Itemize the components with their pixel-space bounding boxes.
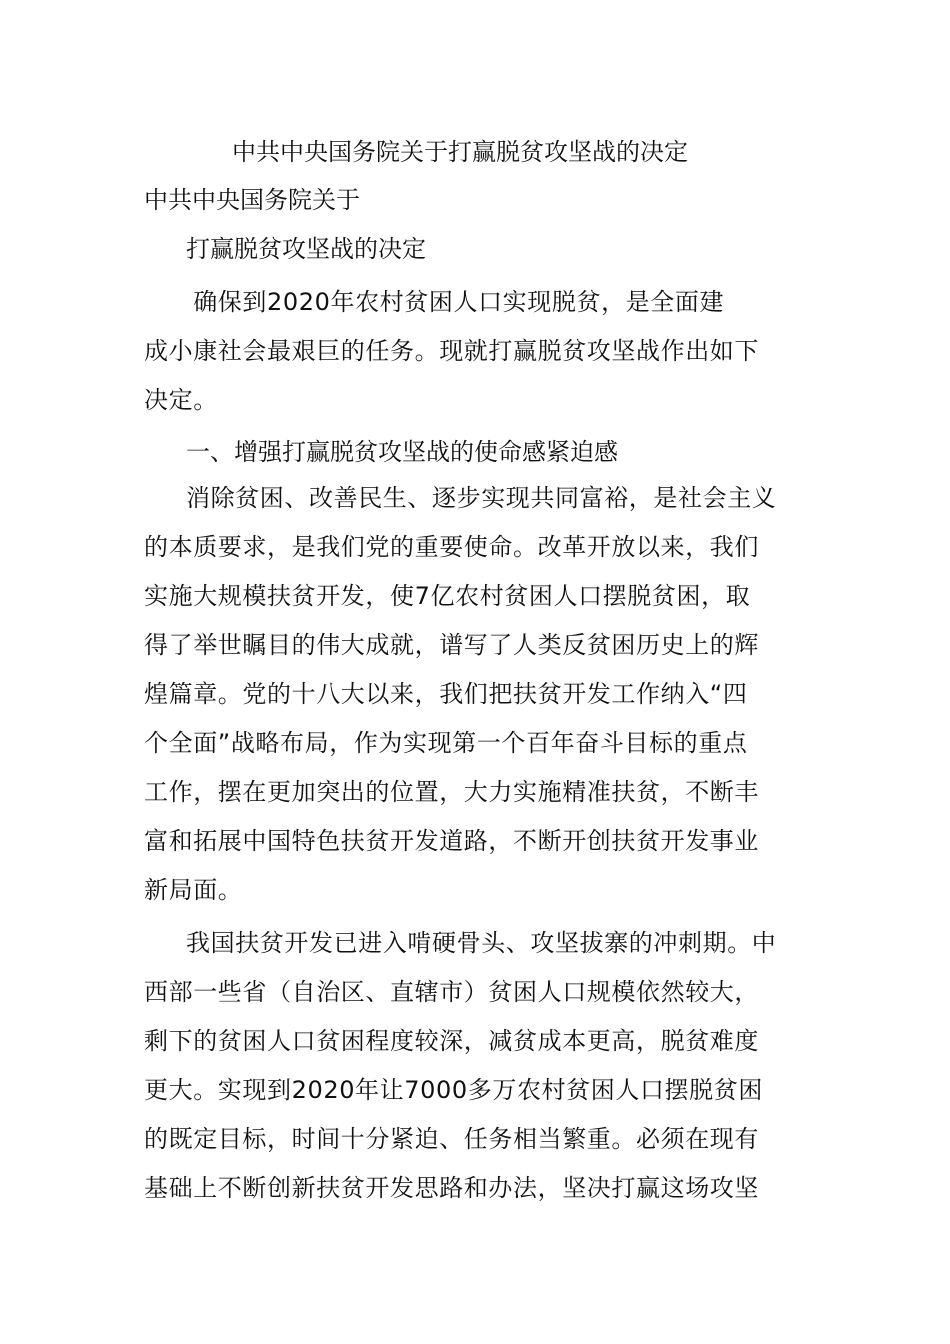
text-line: 工作，摆在更加突出的位置，大力实施精准扶贫，不断丰 (144, 778, 759, 806)
text-line: 的本质要求，是我们党的重要使命。改革开放以来，我们 (144, 533, 759, 561)
paragraph-1 (144, 474, 816, 915)
text-line: 更大。实现到2020年让7000多万农村贫困人口摆脱贫困 (144, 1076, 763, 1104)
text-line: 基础上不断创新扶贫开发思路和办法，坚决打赢这场攻坚 (144, 1174, 759, 1202)
text-line: 实施大规模扶贫开发，使7亿农村贫困人口摆脱贫困，取 (144, 582, 751, 610)
text-line: 消除贫困、改善民生、逐步实现共同富裕，是社会主义 (186, 484, 777, 512)
text-line: 得了举世瞩目的伟大成就，谱写了人类反贫困历史上的辉 (144, 631, 759, 659)
text-line: 西部一些省（自治区、直辖市）贫困人口规模依然较大， (144, 978, 759, 1006)
text-line: 剩下的贫困人口贫困程度较深，减贫成本更高，脱贫难度 (144, 1027, 759, 1055)
intro-paragraph (144, 278, 816, 425)
text-line: 成小康社会最艰巨的任务。现就打赢脱贫攻坚战作出如下 (144, 337, 759, 365)
text-line: 决定。 (144, 386, 218, 414)
issuer-line-2: 打赢脱贫攻坚战的决定 (186, 235, 426, 263)
text-line: 富和拓展中国特色扶贫开发道路，不断开创扶贫开发事业 (144, 827, 759, 855)
text-line: 个全面”战略布局，作为实现第一个百年奋斗目标的重点 (144, 729, 748, 757)
section-heading-1: 一、增强打赢脱贫攻坚战的使命感紧迫感 (186, 438, 618, 466)
text-line: 确保到2020年农村贫困人口实现脱贫，是全面建 (144, 288, 725, 316)
text-line: 煌篇章。党的十八大以来，我们把扶贫开发工作纳入“四 (144, 680, 748, 708)
document-title: 中共中央国务院关于打赢脱贫攻坚战的决定 (232, 138, 688, 166)
paragraph-2 (144, 919, 816, 1213)
issuer-line-1: 中共中央国务院关于 (144, 186, 360, 214)
text-line: 我国扶贫开发已进入啃硬骨头、攻坚拔寨的冲刺期。中 (186, 929, 777, 957)
text-line: 的既定目标，时间十分紧迫、任务相当繁重。必须在现有 (144, 1125, 759, 1153)
text-line: 新局面。 (144, 876, 243, 904)
